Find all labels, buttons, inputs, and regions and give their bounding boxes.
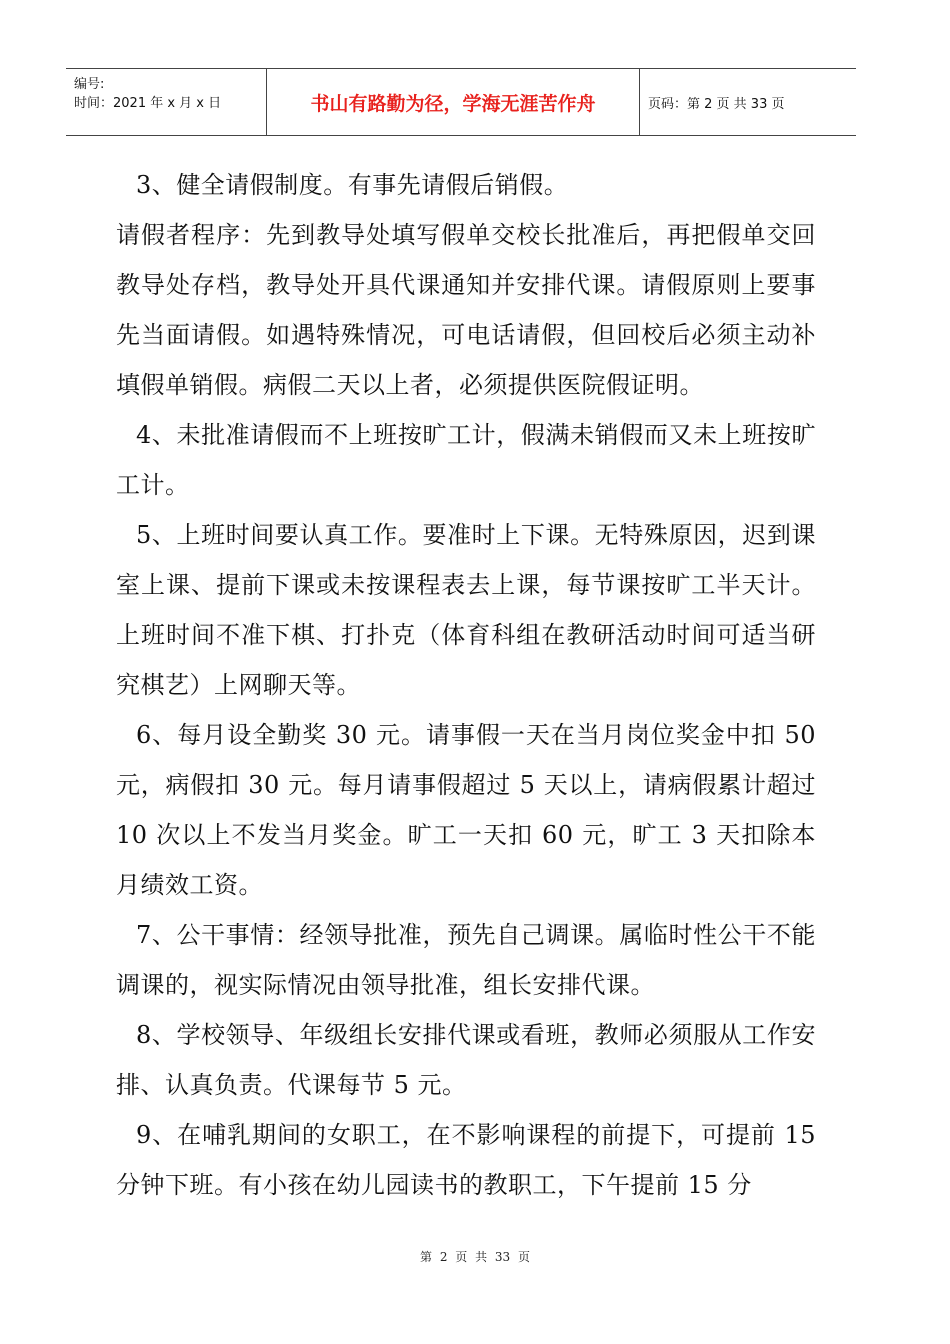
paragraph-item-6: 6、每月设全勤奖 30 元。请事假一天在当月岗位奖金中扣 50 元，病假扣 30 元。每月请事假超过 5 天以上，请病假累计超过 10 次以上不发当月奖金。旷工一天扣 60 元，旷工 3 天扣除本月绩效工资。	[116, 721, 816, 899]
paragraph-item-5: 5、上班时间要认真工作。要准时上下课。无特殊原因，迟到课室上课、提前下课或未按课程表去上课，每节课按旷工半天计。上班时间不准下棋、打扑克（体育科组在教研活动时间可适当研究棋艺）上网聊天等。	[116, 521, 816, 699]
time-label: 时间：2021 年 x 月 x 日	[74, 96, 222, 111]
paragraph-leave-procedure: 请假者程序：先到教导处填写假单交校长批准后，再把假单交回教导处存档，教导处开具代课通知并安排代课。请假原则上要事先当面请假。如遇特殊情况，可电话请假，但回校后必须主动补填假单销假。病假二天以上者，必须提供医院假证明。	[116, 221, 816, 399]
header-meta-cell	[66, 69, 267, 135]
serial-label: 编号:	[74, 77, 105, 92]
page-header	[66, 68, 856, 136]
document-body	[116, 160, 816, 1210]
page-footer: 第 2 页 共 33 页	[420, 1250, 530, 1264]
paragraph-item-4: 4、未批准请假而不上班按旷工计，假满未销假而又未上班按旷工计。	[116, 421, 816, 499]
header-page-label: 页码：第 2 页 共 33 页	[648, 96, 785, 112]
header-motto: 书山有路勤为径，学海无涯苦作舟	[267, 69, 640, 135]
paragraph-item-9: 9、在哺乳期间的女职工，在不影响课程的前提下，可提前 15 分钟下班。有小孩在幼儿园读书的教职工，下午提前 15 分	[116, 1121, 816, 1199]
paragraph-item-8: 8、学校领导、年级组长安排代课或看班，教师必须服从工作安排、认真负责。代课每节 5 元。	[116, 1021, 816, 1099]
paragraph-item-3: 3、健全请假制度。有事先请假后销假。	[136, 171, 569, 199]
paragraph-item-7: 7、公干事情：经领导批准，预先自己调课。属临时性公干不能调课的，视实际情况由领导批准，组长安排代课。	[116, 921, 816, 999]
